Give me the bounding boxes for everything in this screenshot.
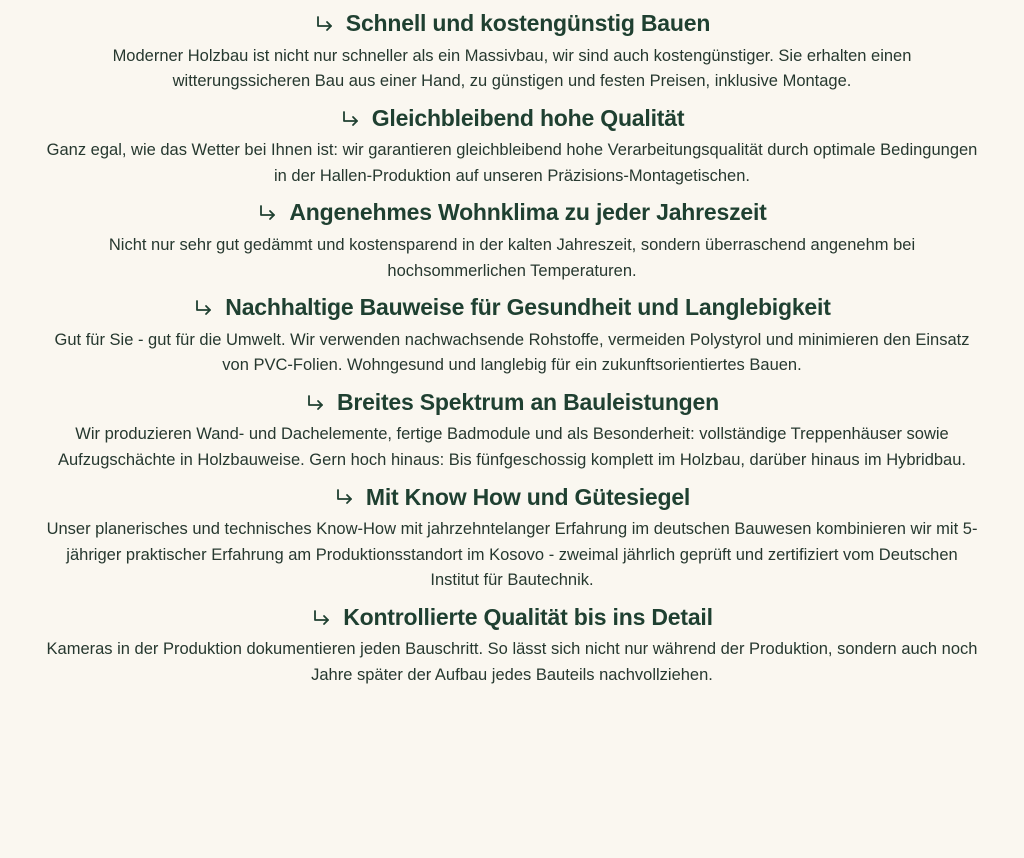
benefit-text: Ganz egal, wie das Wetter bei Ihnen ist: wir garantieren gleichbleibend hohe Verarbeitungsqualität durch optimale Bedingungen in der Hallen-Produktion auf unseren Präzisions-Montagetischen.	[46, 141, 978, 185]
benefit-heading: Nachhaltige Bauweise für Gesundheit und Langlebigkeit	[225, 294, 831, 321]
benefit-heading-row	[40, 389, 984, 417]
benefit-heading: Angenehmes Wohnklima zu jeder Jahreszeit	[289, 199, 767, 226]
benefit-text: Moderner Holzbau ist nicht nur schneller als ein Massivbau, wir sind auch kostengünstiger. Sie erhalten einen witterungssicheren Bau aus einer Hand, zu günstigen und festen Preisen, inklusive Montage.	[112, 46, 912, 91]
benefit-heading: Gleichbleibend hohe Qualität	[371, 104, 685, 131]
benefit-section	[40, 105, 984, 190]
benefit-heading-row	[40, 604, 984, 632]
arrow-turn-down-right-icon	[334, 486, 356, 508]
benefit-heading: Schnell und kostengünstig Bauen	[345, 10, 711, 36]
arrow-turn-down-right-icon	[193, 297, 215, 319]
benefit-heading: Kontrollierte Qualität bis ins Detail	[343, 603, 713, 630]
benefit-heading: Mit Know How und Gütesiegel	[365, 483, 691, 510]
benefit-section	[40, 199, 984, 284]
benefit-text: Nicht nur sehr gut gedämmt und kostensparend in der kalten Jahreszeit, sondern überraschend angenehm bei hochsommerlichen Temperaturen.	[108, 236, 916, 280]
benefit-heading: Breites Spektrum an Bauleistungen	[337, 388, 719, 415]
arrow-turn-down-right-icon	[257, 202, 279, 224]
arrow-turn-down-right-icon	[305, 392, 327, 414]
benefit-heading-row	[40, 10, 984, 38]
benefit-text: Kameras in der Produktion dokumentieren jeden Bauschritt. So lässt sich nicht nur während der Produktion, sondern auch noch Jahre später der Aufbau jedes Bauteils nachvollziehen.	[46, 640, 978, 685]
benefit-heading-row	[40, 199, 984, 227]
benefit-text: Gut für Sie - gut für die Umwelt. Wir verwenden nachwachsende Rohstoffe, vermeiden Polystyrol und minimieren den Einsatz von PVC-Folien. Wohngesund und langlebig für ein zukunftsorientiertes Bauen.	[54, 330, 970, 375]
benefit-heading-row	[40, 294, 984, 322]
benefit-section	[40, 484, 984, 594]
benefit-section	[40, 604, 984, 689]
arrow-turn-down-right-icon	[340, 108, 362, 130]
benefit-text: Wir produzieren Wand- und Dachelemente, fertige Badmodule und als Besonderheit: vollständige Treppenhäuser sowie Aufzugschächte in Holzbauweise. Gern hoch hinaus: Bis fünfgeschossig komplett im Holzbau, darüber hinaus im Hybridbau.	[58, 425, 966, 470]
arrow-turn-down-right-icon	[314, 13, 336, 35]
benefit-section	[40, 294, 984, 379]
benefit-text: Unser planerisches und technisches Know-How mit jahrzehntelanger Erfahrung im deutschen Bauwesen kombinieren wir mit 5-jähriger praktischer Erfahrung am Produktionsstandort im Kosovo - zweimal jährlich geprüft und zertifiziert vom Deutschen Institut für Bautechnik.	[46, 520, 978, 590]
benefit-heading-row	[40, 105, 984, 133]
benefit-section	[40, 389, 984, 474]
benefit-heading-row	[40, 484, 984, 512]
benefit-section	[40, 10, 984, 95]
arrow-turn-down-right-icon	[311, 607, 333, 629]
